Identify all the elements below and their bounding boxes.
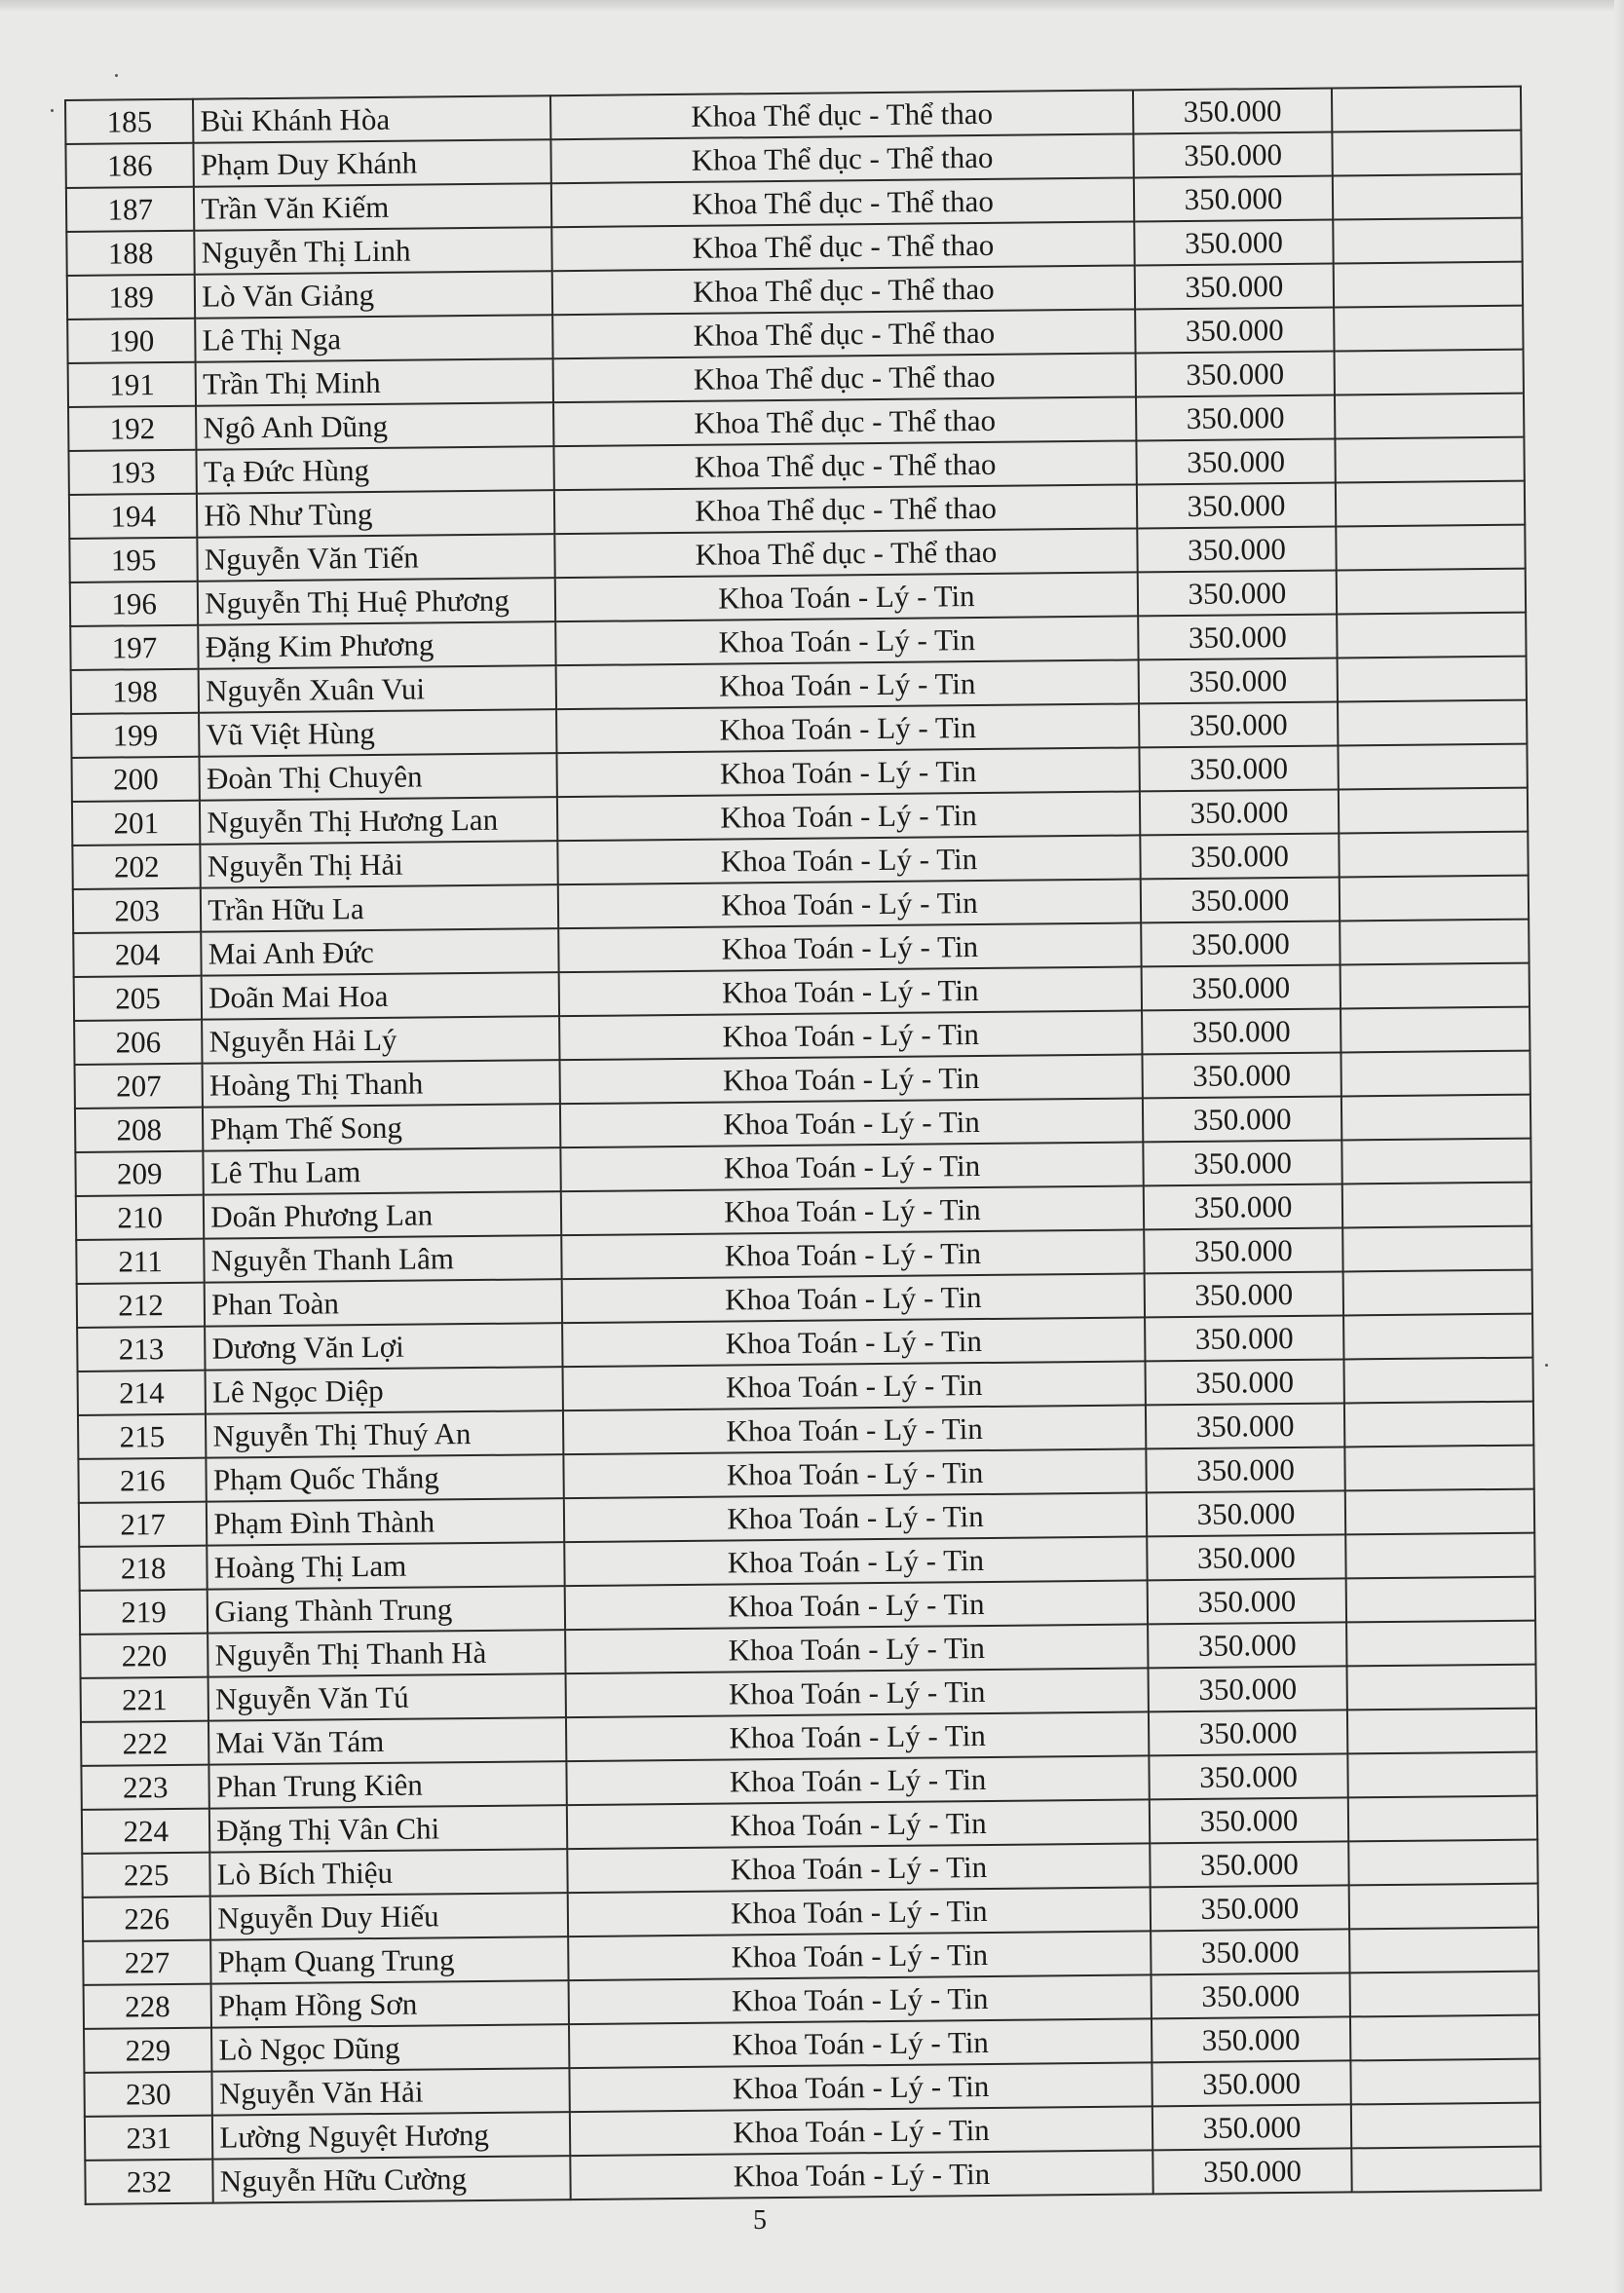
note-cell <box>1332 87 1521 132</box>
amount-cell: 350.000 <box>1145 1359 1343 1405</box>
payment-list-table-container <box>64 86 1542 2205</box>
note-cell <box>1334 262 1523 308</box>
department-cell: Khoa Thể dục - Thể thao <box>552 265 1135 315</box>
page-number: 5 <box>753 2205 767 2236</box>
note-cell <box>1332 131 1521 176</box>
row-number-cell: 212 <box>77 1283 206 1328</box>
department-cell: Khoa Thể dục - Thể thao <box>552 309 1135 358</box>
row-number-cell: 189 <box>67 275 196 320</box>
amount-cell: 350.000 <box>1141 921 1340 966</box>
department-cell: Khoa Toán - Lý - Tin <box>566 1755 1149 1805</box>
amount-cell: 350.000 <box>1149 1710 1347 1755</box>
department-cell: Khoa Toán - Lý - Tin <box>560 1142 1143 1191</box>
row-number-cell: 210 <box>76 1195 205 1240</box>
department-cell: Khoa Toán - Lý - Tin <box>565 1624 1148 1673</box>
department-cell: Khoa Toán - Lý - Tin <box>559 1054 1142 1104</box>
note-cell <box>1349 1884 1538 1930</box>
name-cell: Đặng Thị Vân Chi <box>209 1805 567 1853</box>
department-cell: Khoa Toán - Lý - Tin <box>564 1536 1147 1586</box>
amount-cell: 350.000 <box>1139 745 1338 791</box>
row-number-cell: 199 <box>71 713 200 758</box>
department-cell: Khoa Toán - Lý - Tin <box>555 616 1138 665</box>
row-number-cell: 224 <box>82 1809 210 1854</box>
note-cell <box>1348 1840 1537 1886</box>
department-cell: Khoa Toán - Lý - Tin <box>563 1405 1146 1454</box>
scan-right-edge <box>1614 0 1624 2293</box>
department-cell: Khoa Toán - Lý - Tin <box>555 572 1138 621</box>
amount-cell: 350.000 <box>1135 264 1334 310</box>
department-cell: Khoa Toán - Lý - Tin <box>559 966 1142 1016</box>
department-cell: Khoa Toán - Lý - Tin <box>569 2018 1152 2068</box>
amount-cell: 350.000 <box>1147 1490 1345 1536</box>
amount-cell: 350.000 <box>1137 526 1336 572</box>
department-cell: Khoa Toán - Lý - Tin <box>561 1185 1144 1235</box>
note-cell <box>1333 218 1522 264</box>
department-cell: Khoa Toán - Lý - Tin <box>562 1361 1145 1410</box>
row-number-cell: 211 <box>76 1239 205 1284</box>
row-number-cell: 193 <box>68 450 197 495</box>
amount-cell: 350.000 <box>1139 658 1338 703</box>
name-cell: Doãn Mai Hoa <box>202 972 559 1020</box>
department-cell: Khoa Toán - Lý - Tin <box>559 1010 1142 1060</box>
department-cell: Khoa Toán - Lý - Tin <box>570 2106 1152 2156</box>
name-cell: Nguyễn Văn Tú <box>208 1673 566 1721</box>
row-number-cell: 220 <box>80 1634 208 1678</box>
row-number-cell: 214 <box>78 1371 207 1415</box>
department-cell: Khoa Thể dục - Thể thao <box>550 90 1133 139</box>
name-cell: Trần Thị Minh <box>196 358 553 406</box>
note-cell <box>1337 569 1526 615</box>
row-number-cell: 226 <box>83 1897 211 1941</box>
name-cell: Đoàn Thị Chuyên <box>200 753 557 801</box>
amount-cell: 350.000 <box>1140 833 1339 879</box>
name-cell: Nguyễn Hữu Cường <box>213 2156 571 2203</box>
name-cell: Phạm Quốc Thắng <box>207 1454 564 1502</box>
name-cell: Phan Trung Kiên <box>209 1761 567 1809</box>
department-cell: Khoa Toán - Lý - Tin <box>561 1229 1144 1279</box>
row-number-cell: 221 <box>81 1677 209 1722</box>
amount-cell: 350.000 <box>1145 1315 1343 1361</box>
name-cell: Nguyễn Thị Huệ Phương <box>198 578 555 625</box>
note-cell <box>1338 700 1527 746</box>
scan-speck <box>1545 1364 1548 1367</box>
department-cell: Khoa Toán - Lý - Tin <box>556 703 1139 753</box>
note-cell <box>1340 920 1529 965</box>
note-cell <box>1343 1270 1532 1316</box>
row-number-cell: 222 <box>81 1721 209 1766</box>
note-cell <box>1335 437 1524 483</box>
name-cell: Nguyễn Thị Linh <box>195 227 552 275</box>
department-cell: Khoa Toán - Lý - Tin <box>565 1580 1148 1630</box>
amount-cell: 350.000 <box>1141 877 1340 922</box>
name-cell: Doãn Phương Lan <box>204 1191 561 1239</box>
department-cell: Khoa Thể dục - Thể thao <box>550 133 1133 183</box>
amount-cell: 350.000 <box>1133 89 1332 134</box>
department-cell: Khoa Thể dục - Thể thao <box>553 353 1136 402</box>
row-number-cell: 230 <box>84 2072 212 2117</box>
amount-cell: 350.000 <box>1142 1008 1341 1054</box>
name-cell: Lò Bích Thiệu <box>210 1849 568 1897</box>
name-cell: Nguyễn Thị Hương Lan <box>200 797 557 845</box>
name-cell: Nguyễn Thị Thanh Hà <box>208 1630 565 1677</box>
note-cell <box>1348 1796 1537 1842</box>
department-cell: Khoa Toán - Lý - Tin <box>570 2150 1152 2199</box>
note-cell <box>1339 788 1528 834</box>
note-cell <box>1341 1139 1530 1184</box>
name-cell: Trần Văn Kiếm <box>194 183 551 231</box>
note-cell <box>1334 306 1523 352</box>
name-cell: Lò Ngọc Dũng <box>211 2024 569 2072</box>
row-number-cell: 204 <box>73 932 202 977</box>
row-number-cell: 229 <box>84 2028 212 2073</box>
row-number-cell: 196 <box>70 582 199 626</box>
payment-list-table <box>64 86 1542 2205</box>
scan-speck <box>51 109 54 112</box>
name-cell: Vũ Việt Hùng <box>199 709 556 757</box>
amount-cell: 350.000 <box>1152 2148 1351 2194</box>
amount-cell: 350.000 <box>1143 1096 1341 1142</box>
row-number-cell: 208 <box>75 1108 204 1152</box>
department-cell: Khoa Toán - Lý - Tin <box>556 747 1139 797</box>
amount-cell: 350.000 <box>1138 570 1337 616</box>
note-cell <box>1341 1095 1530 1141</box>
amount-cell: 350.000 <box>1133 132 1332 178</box>
scan-top-edge <box>0 0 1624 14</box>
note-cell <box>1341 963 1530 1009</box>
name-cell: Nguyễn Văn Tiến <box>198 534 555 582</box>
row-number-cell: 207 <box>75 1064 204 1109</box>
department-cell: Khoa Toán - Lý - Tin <box>564 1492 1147 1542</box>
amount-cell: 350.000 <box>1135 308 1334 354</box>
department-cell: Khoa Toán - Lý - Tin <box>557 791 1140 841</box>
note-cell <box>1344 1358 1533 1404</box>
amount-cell: 350.000 <box>1152 2016 1350 2062</box>
name-cell: Phạm Thế Song <box>203 1104 560 1151</box>
amount-cell: 350.000 <box>1139 701 1338 747</box>
note-cell <box>1335 350 1524 395</box>
amount-cell: 350.000 <box>1136 395 1335 440</box>
amount-cell: 350.000 <box>1151 1885 1349 1931</box>
note-cell <box>1338 657 1527 702</box>
note-cell <box>1350 2015 1539 2061</box>
note-cell <box>1347 1752 1536 1798</box>
department-cell: Khoa Toán - Lý - Tin <box>567 1799 1150 1849</box>
name-cell: Dương Văn Lợi <box>205 1323 562 1371</box>
name-cell: Mai Văn Tám <box>208 1717 566 1765</box>
amount-cell: 350.000 <box>1138 614 1337 659</box>
row-number-cell: 200 <box>71 757 200 802</box>
name-cell: Hoàng Thị Thanh <box>203 1060 560 1108</box>
department-cell: Khoa Toán - Lý - Tin <box>562 1273 1145 1323</box>
note-cell <box>1347 1665 1536 1710</box>
name-cell: Phạm Quang Trung <box>210 1936 568 1984</box>
amount-cell: 350.000 <box>1142 964 1341 1010</box>
amount-cell: 350.000 <box>1134 176 1333 222</box>
row-number-cell: 188 <box>66 231 195 276</box>
department-cell: Khoa Toán - Lý - Tin <box>566 1711 1149 1761</box>
note-cell <box>1338 744 1527 790</box>
note-cell <box>1336 525 1525 571</box>
amount-cell: 350.000 <box>1136 351 1335 396</box>
name-cell: Giang Thành Trung <box>208 1586 565 1634</box>
row-number-cell: 185 <box>65 99 194 144</box>
name-cell: Hồ Như Tùng <box>197 490 554 538</box>
department-cell: Khoa Toán - Lý - Tin <box>562 1317 1145 1367</box>
amount-cell: 350.000 <box>1151 1929 1349 1974</box>
row-number-cell: 206 <box>74 1020 203 1065</box>
row-number-cell: 231 <box>85 2116 213 2161</box>
row-number-cell: 227 <box>83 1940 211 1985</box>
note-cell <box>1349 1928 1538 1973</box>
row-number-cell: 218 <box>79 1546 208 1591</box>
note-cell <box>1347 1709 1536 1754</box>
name-cell: Đặng Kim Phương <box>198 621 555 669</box>
name-cell: Nguyễn Xuân Vui <box>199 665 556 713</box>
amount-cell: 350.000 <box>1147 1534 1345 1580</box>
department-cell: Khoa Toán - Lý - Tin <box>567 1843 1150 1893</box>
amount-cell: 350.000 <box>1152 2104 1351 2150</box>
row-number-cell: 219 <box>80 1590 208 1635</box>
amount-cell: 350.000 <box>1152 1973 1350 2018</box>
note-cell <box>1333 174 1522 220</box>
amount-cell: 350.000 <box>1146 1403 1344 1448</box>
department-cell: Khoa Toán - Lý - Tin <box>558 922 1141 972</box>
department-cell: Khoa Toán - Lý - Tin <box>566 1668 1149 1717</box>
row-number-cell: 203 <box>73 888 202 933</box>
note-cell <box>1351 2103 1540 2149</box>
row-number-cell: 217 <box>79 1502 208 1547</box>
name-cell: Phạm Đình Thành <box>207 1498 564 1546</box>
name-cell: Bùi Khánh Hòa <box>193 95 550 143</box>
department-cell: Khoa Toán - Lý - Tin <box>563 1448 1146 1498</box>
note-cell <box>1351 2147 1540 2193</box>
department-cell: Khoa Toán - Lý - Tin <box>569 2062 1152 2112</box>
row-number-cell: 201 <box>72 801 201 846</box>
amount-cell: 350.000 <box>1148 1666 1346 1711</box>
amount-cell: 350.000 <box>1145 1271 1343 1317</box>
name-cell: Hoàng Thị Lam <box>208 1542 565 1590</box>
note-cell <box>1344 1446 1533 1491</box>
amount-cell: 350.000 <box>1144 1184 1342 1229</box>
note-cell <box>1336 481 1525 527</box>
note-cell <box>1342 1226 1531 1272</box>
note-cell <box>1345 1489 1534 1535</box>
amount-cell: 350.000 <box>1143 1140 1341 1185</box>
department-cell: Khoa Thể dục - Thể thao <box>554 528 1137 578</box>
name-cell: Lường Nguyệt Hương <box>212 2112 570 2160</box>
note-cell <box>1346 1577 1535 1623</box>
note-cell <box>1345 1533 1534 1579</box>
department-cell: Khoa Thể dục - Thể thao <box>551 177 1134 227</box>
department-cell: Khoa Thể dục - Thể thao <box>553 396 1136 446</box>
name-cell: Lò Văn Giảng <box>195 271 552 319</box>
name-cell: Mai Anh Đức <box>202 928 559 976</box>
amount-cell: 350.000 <box>1150 1797 1348 1843</box>
note-cell <box>1341 1051 1530 1097</box>
note-cell <box>1350 2059 1539 2105</box>
department-cell: Khoa Thể dục - Thể thao <box>554 484 1137 534</box>
amount-cell: 350.000 <box>1137 482 1336 528</box>
row-number-cell: 187 <box>66 187 195 232</box>
note-cell <box>1339 832 1528 878</box>
note-cell <box>1342 1183 1531 1228</box>
row-number-cell: 216 <box>78 1458 207 1503</box>
amount-cell: 350.000 <box>1152 2060 1350 2106</box>
row-number-cell: 192 <box>68 406 197 451</box>
scan-speck <box>115 74 118 77</box>
note-cell <box>1341 1007 1530 1053</box>
row-number-cell: 228 <box>84 1984 212 2029</box>
name-cell: Phan Toàn <box>205 1279 562 1327</box>
name-cell: Trần Hữu La <box>201 884 558 932</box>
amount-cell: 350.000 <box>1148 1578 1346 1624</box>
row-number-cell: 209 <box>75 1151 204 1196</box>
note-cell <box>1337 613 1526 658</box>
note-cell <box>1350 1972 1539 2017</box>
row-number-cell: 198 <box>71 669 200 714</box>
name-cell: Lê Thị Nga <box>195 315 552 362</box>
name-cell: Nguyễn Duy Hiếu <box>210 1893 568 1940</box>
name-cell: Ngô Anh Dũng <box>196 402 553 450</box>
amount-cell: 350.000 <box>1149 1753 1347 1799</box>
row-number-cell: 225 <box>82 1853 210 1898</box>
row-number-cell: 190 <box>67 319 196 363</box>
amount-cell: 350.000 <box>1148 1622 1346 1668</box>
row-number-cell: 232 <box>85 2160 213 2204</box>
row-number-cell: 195 <box>69 538 198 583</box>
amount-cell: 350.000 <box>1142 1052 1341 1098</box>
row-number-cell: 215 <box>78 1414 207 1459</box>
row-number-cell: 205 <box>74 976 203 1021</box>
department-cell: Khoa Toán - Lý - Tin <box>568 1931 1151 1980</box>
department-cell: Khoa Toán - Lý - Tin <box>558 879 1141 928</box>
name-cell: Nguyễn Thanh Lâm <box>205 1235 562 1283</box>
amount-cell: 350.000 <box>1136 438 1335 484</box>
row-number-cell: 186 <box>65 143 194 188</box>
note-cell <box>1343 1314 1532 1360</box>
row-number-cell: 197 <box>70 625 199 670</box>
row-number-cell: 202 <box>72 845 201 889</box>
department-cell: Khoa Toán - Lý - Tin <box>568 1887 1151 1936</box>
department-cell: Khoa Toán - Lý - Tin <box>569 1974 1152 2024</box>
row-number-cell: 194 <box>69 494 198 539</box>
department-cell: Khoa Thể dục - Thể thao <box>551 221 1134 271</box>
note-cell <box>1335 394 1524 439</box>
amount-cell: 350.000 <box>1144 1227 1342 1273</box>
department-cell: Khoa Toán - Lý - Tin <box>560 1098 1143 1147</box>
name-cell: Lê Thu Lam <box>204 1147 561 1195</box>
amount-cell: 350.000 <box>1150 1841 1348 1887</box>
note-cell <box>1340 876 1529 921</box>
amount-cell: 350.000 <box>1134 220 1333 266</box>
name-cell: Nguyễn Thị Hải <box>201 841 558 888</box>
row-number-cell: 213 <box>77 1327 206 1372</box>
row-number-cell: 191 <box>68 362 197 407</box>
name-cell: Nguyễn Văn Hải <box>212 2068 570 2116</box>
name-cell: Phạm Hồng Sơn <box>211 1980 569 2028</box>
department-cell: Khoa Thể dục - Thể thao <box>553 440 1136 490</box>
amount-cell: 350.000 <box>1146 1447 1344 1492</box>
note-cell <box>1346 1621 1535 1667</box>
name-cell: Lê Ngọc Diệp <box>206 1367 563 1414</box>
name-cell: Nguyễn Thị Thuý An <box>206 1410 563 1458</box>
row-number-cell: 223 <box>81 1765 209 1810</box>
amount-cell: 350.000 <box>1140 789 1339 835</box>
table-body <box>65 87 1541 2204</box>
name-cell: Phạm Duy Khánh <box>194 139 551 187</box>
name-cell: Tạ Đức Hùng <box>197 446 554 494</box>
department-cell: Khoa Toán - Lý - Tin <box>556 659 1139 709</box>
name-cell: Nguyễn Hải Lý <box>202 1016 559 1064</box>
department-cell: Khoa Toán - Lý - Tin <box>557 835 1140 884</box>
note-cell <box>1344 1402 1533 1447</box>
